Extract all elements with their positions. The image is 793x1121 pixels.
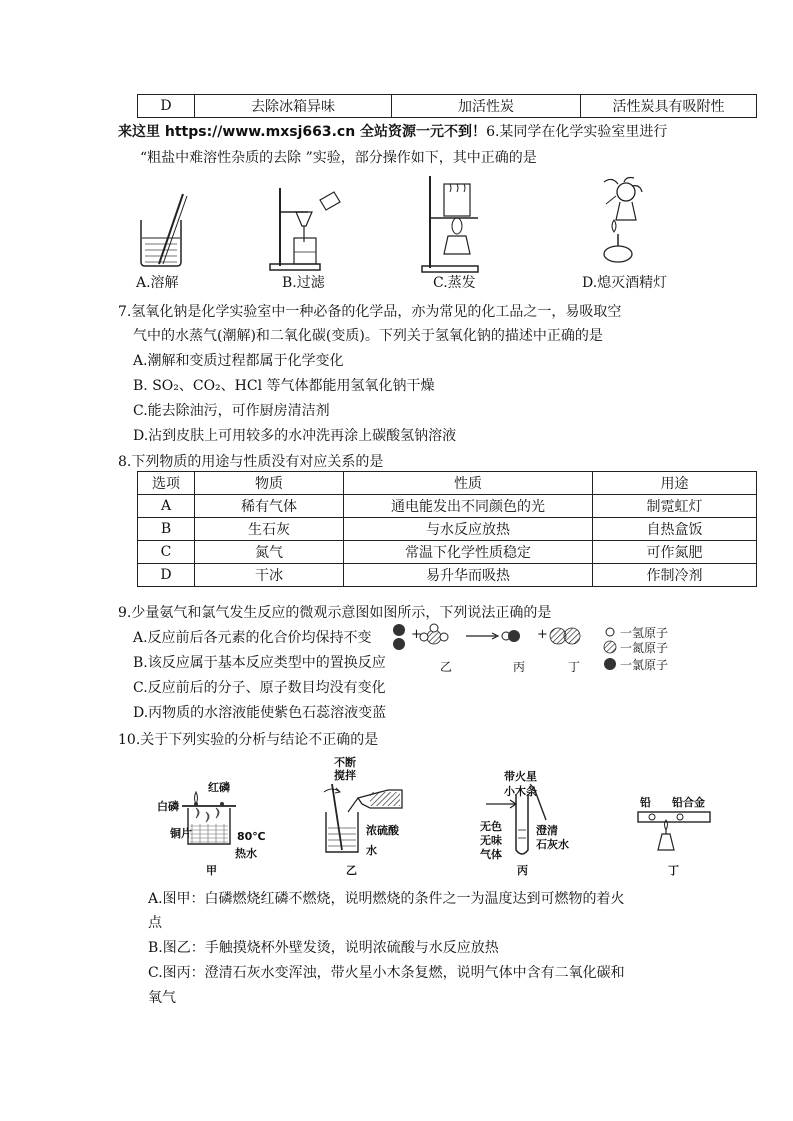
q6-stem-2: “粗盐中难溶性杂质的去除 ”实验，部分操作如下，其中正确的是 — [140, 150, 537, 166]
label-stir-2: 搅拌 — [334, 769, 356, 782]
label-sulfuric-acid: 浓硫酸 — [366, 824, 399, 837]
table-cell: 易升华而吸热 — [344, 564, 593, 587]
label-yi: 乙 — [440, 660, 453, 674]
q7-stem-1: 7.氢氧化钠是化学实验室中一种必备的化学品，亦为常见的化工品之一，易吸取空 — [118, 304, 622, 320]
evaporate-figure — [420, 174, 490, 274]
table-cell: 干冰 — [195, 564, 344, 587]
q9-stem: 9.少量氨气和氯气发生反应的微观示意图如图所示，下列说法正确的是 — [118, 605, 552, 621]
label-80c: 80℃ — [237, 830, 266, 843]
label-yi: 乙 — [346, 864, 357, 877]
table-cell: 常温下化学性质稳定 — [344, 541, 593, 564]
q9-option-c: C.反应前后的分子、原子数目均没有变化 — [133, 680, 386, 696]
label-odorless: 无味 — [480, 834, 502, 847]
q7-option-c: C.能去除油污，可作厨房清洁剂 — [133, 403, 330, 419]
plus-sign: + — [411, 627, 422, 642]
caption-d: D.熄灭酒精灯 — [582, 275, 668, 291]
table-cell: 去除冰箱异味 — [195, 95, 392, 118]
label-lead: 铅 — [640, 796, 651, 809]
legend-chlorine: 一氯原子 — [620, 658, 669, 672]
q10-stem: 10.关于下列实验的分析与结论不正确的是 — [118, 732, 379, 748]
label-bing: 丙 — [517, 864, 528, 877]
label-red-phosphorus: 红磷 — [208, 781, 230, 794]
q10-option-b: B.图乙：手触摸烧杯外壁发烫，说明浓硫酸与水反应放热 — [148, 940, 499, 956]
label-glowing-1: 带火星 — [504, 770, 537, 783]
filter-figure — [268, 182, 348, 272]
table-cell: D — [138, 95, 195, 118]
q7-option-a: A.潮解和变质过程都属于化学变化 — [133, 353, 344, 369]
legend-symbols — [600, 624, 620, 674]
q9-option-d: D.丙物质的水溶液能使紫色石蕊溶液变蓝 — [133, 705, 387, 721]
label-stir-1: 不断 — [334, 756, 356, 769]
q10-option-a-cont: 点 — [148, 915, 162, 931]
table-cell: 可作氮肥 — [593, 541, 757, 564]
label-bing: 丙 — [513, 660, 526, 674]
table-header: 性质 — [344, 472, 593, 495]
label-lead-alloy: 铅合金 — [672, 796, 705, 809]
table-row — [138, 518, 757, 541]
q9-option-a: A.反应前后各元素的化合价均保持不变 — [133, 630, 372, 646]
table-header: 用途 — [593, 472, 757, 495]
plus-sign: + — [537, 627, 548, 642]
table-row — [138, 564, 757, 587]
table-cell: 通电能发出不同颜色的光 — [344, 495, 593, 518]
table-cell: D — [138, 564, 195, 587]
q10-option-a: A.图甲：白磷燃烧红磷不燃烧，说明燃烧的条件之一为温度达到可燃物的着火 — [148, 891, 625, 907]
table-cell: A — [138, 495, 195, 518]
table-cell: B — [138, 518, 195, 541]
banner-link[interactable]: 来这里 https://www.mxsj663.cn 全站资源一元不到！ — [118, 124, 487, 140]
q6-stem-1: 6.某同学在化学实验室里进行 — [486, 124, 668, 140]
table-row — [138, 495, 757, 518]
alloy-figure — [634, 806, 714, 856]
table-cell: 作制冷剂 — [593, 564, 757, 587]
label-glowing-2: 小木条 — [504, 785, 537, 798]
table-cell: 氮气 — [195, 541, 344, 564]
extinguish-lamp-figure — [590, 176, 650, 272]
label-ding: 丁 — [668, 864, 679, 877]
caption-b: B.过滤 — [282, 275, 325, 291]
label-white-phosphorus: 白磷 — [157, 800, 179, 813]
legend-nitrogen: 一氮原子 — [620, 641, 669, 655]
table-row — [138, 472, 757, 495]
label-copper-sheet: 铜片 — [170, 827, 192, 840]
table-header: 选项 — [138, 472, 195, 495]
legend-hydrogen: 一氢原子 — [620, 626, 669, 640]
q8-stem: 8.下列物质的用途与性质没有对应关系的是 — [118, 454, 384, 470]
table-header: 物质 — [195, 472, 344, 495]
table-cell: 制霓虹灯 — [593, 495, 757, 518]
label-limewater-2: 石灰水 — [536, 838, 569, 851]
table-row — [138, 95, 757, 118]
label-gas: 气体 — [480, 848, 502, 861]
label-water: 水 — [366, 844, 377, 857]
table-row — [138, 541, 757, 564]
caption-c: C.蒸发 — [433, 275, 476, 291]
label-limewater-1: 澄清 — [536, 824, 558, 837]
top-table — [137, 94, 757, 118]
table-cell: 稀有气体 — [195, 495, 344, 518]
q7-option-d: D.沾到皮肤上可用较多的水冲洗再涂上碳酸氢钠溶液 — [133, 428, 457, 444]
label-hot-water: 热水 — [235, 847, 257, 860]
table-cell: C — [138, 541, 195, 564]
table-cell: 生石灰 — [195, 518, 344, 541]
table-cell: 加活性炭 — [392, 95, 581, 118]
label-jia: 甲 — [206, 864, 217, 877]
q7-option-b: B. SO₂、CO₂、HCl 等气体都能用氢氧化钠干燥 — [133, 378, 435, 394]
label-colorless: 无色 — [480, 820, 502, 833]
q7-stem-2: 气中的水蒸气(潮解)和二氧化碳(变质)。下列关于氢氧化钠的描述中正确的是 — [133, 328, 603, 344]
label-ding: 丁 — [568, 660, 581, 674]
caption-a: A.溶解 — [136, 275, 179, 291]
q8-table — [137, 471, 757, 587]
dissolve-figure — [133, 190, 193, 270]
table-cell: 与水反应放热 — [344, 518, 593, 541]
q10-option-c: C.图丙：澄清石灰水变浑浊，带火星小木条复燃，说明气体中含有二氧化碳和 — [148, 965, 625, 981]
q10-option-c-cont: 氧气 — [148, 990, 176, 1006]
table-cell: 活性炭具有吸附性 — [581, 95, 757, 118]
table-cell: 自热盒饭 — [593, 518, 757, 541]
q9-option-b: B.该反应属于基本反应类型中的置换反应 — [133, 655, 386, 671]
